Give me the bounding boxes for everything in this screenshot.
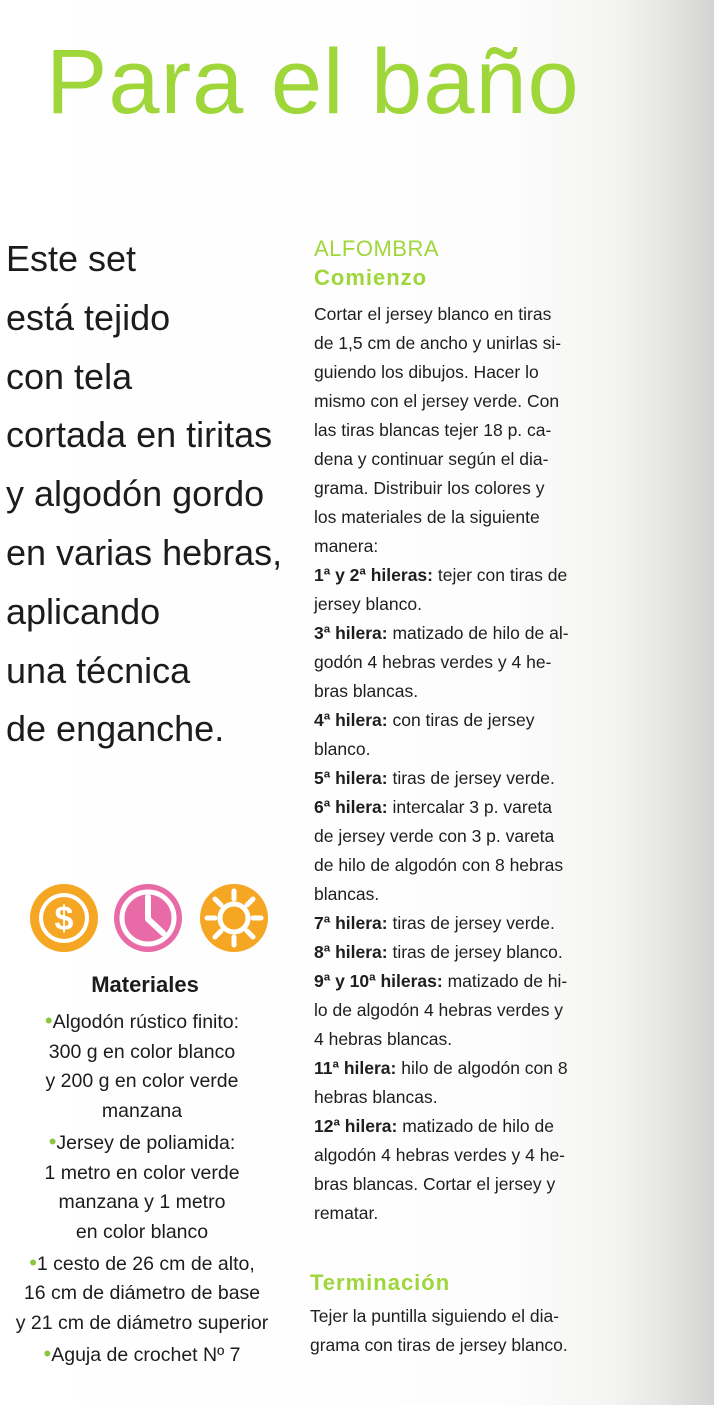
- materials-title: Materiales: [91, 972, 199, 997]
- instruction-line: [314, 329, 580, 358]
- instruction-line: [314, 1141, 580, 1170]
- instruction-text: blancas.: [314, 884, 380, 904]
- section-subtitle-comienzo: Comienzo: [314, 265, 428, 290]
- instruction-text: los materiales de la siguiente: [314, 507, 540, 527]
- materials-list: [0, 1006, 284, 1370]
- instruction-text: bras blancas.: [314, 681, 419, 701]
- icon-row: [29, 883, 269, 953]
- clock-icon: [113, 883, 183, 953]
- material-line: [0, 1218, 284, 1248]
- row-label: 8ª hilera:: [314, 942, 388, 962]
- bullet-icon: •: [43, 1340, 52, 1366]
- instruction-text: hilo de algodón con 8: [396, 1058, 568, 1078]
- instruction-line: [314, 793, 580, 822]
- instruction-line: [314, 561, 580, 590]
- instruction-line: [314, 300, 580, 329]
- instruction-line: [314, 706, 580, 735]
- instruction-line: [314, 764, 580, 793]
- instruction-line: [314, 619, 580, 648]
- material-line: [0, 1006, 284, 1038]
- row-label: 1ª y 2ª hileras:: [314, 565, 433, 585]
- instruction-line: [314, 909, 580, 938]
- instruction-line: [314, 735, 580, 764]
- material-text: 300 g en color blanco: [48, 1040, 236, 1063]
- instruction-line: [314, 532, 580, 561]
- row-label: 11ª hilera:: [314, 1058, 397, 1078]
- material-line: [0, 1248, 284, 1280]
- bullet-icon: •: [29, 1249, 37, 1275]
- instruction-text: Cortar el jersey blanco en tiras: [314, 304, 552, 324]
- instruction-text: tiras de jersey verde.: [387, 768, 555, 788]
- instruction-text: las tiras blancas tejer 18 p. ca-: [314, 420, 552, 440]
- intro-line: está tejido: [6, 296, 171, 338]
- intro-line: de enganche.: [6, 708, 225, 750]
- instruction-text: godón 4 hebras verdes y 4 he-: [314, 652, 552, 672]
- row-label: 5ª hilera:: [314, 768, 388, 788]
- intro-line: aplicando: [6, 590, 161, 632]
- material-line: [0, 1127, 284, 1159]
- bullet-icon: •: [44, 1008, 53, 1033]
- instruction-text: tiras de jersey blanco.: [387, 942, 563, 962]
- instruction-line: [314, 1199, 580, 1228]
- instruction-text: algodón 4 hebras verdes y 4 he-: [314, 1145, 565, 1165]
- instruction-text: manera:: [314, 536, 379, 556]
- intro-line: cortada en tiritas: [6, 414, 273, 456]
- instruction-text: blanco.: [314, 739, 371, 759]
- instruction-line: [314, 503, 580, 532]
- instruction-line: [314, 358, 580, 387]
- instruction-text: de jersey verde con 3 p. vareta: [314, 826, 555, 846]
- instruction-line: [314, 1083, 580, 1112]
- material-line: [0, 1309, 284, 1339]
- instruction-text: jersey blanco.: [314, 594, 422, 614]
- instruction-text: 4 hebras blancas.: [314, 1029, 453, 1049]
- instruction-line: [314, 590, 580, 619]
- intro-text: [6, 230, 296, 759]
- page-title: Para el baño: [46, 31, 580, 133]
- material-text: y 200 g en color verde: [45, 1070, 239, 1093]
- terminacion-line: grama con tiras de jersey blanco.: [310, 1335, 568, 1355]
- instruction-line: [314, 1054, 580, 1083]
- sun-icon: [199, 883, 269, 953]
- instruction-line: [314, 1025, 580, 1054]
- instruction-text: matizado de hilo de al-: [387, 623, 569, 643]
- instruction-text: rematar.: [314, 1203, 379, 1223]
- material-text: 16 cm de diámetro de base: [23, 1282, 261, 1305]
- section-label-alfombra: ALFOMBRA: [314, 236, 440, 261]
- material-text: manzana: [101, 1100, 183, 1123]
- instruction-text: matizado de hi-: [442, 971, 568, 991]
- instruction-line: [314, 387, 580, 416]
- instruction-line: [314, 938, 580, 967]
- dollar-glyph: $: [54, 900, 74, 938]
- row-label: 7ª hilera:: [314, 913, 388, 933]
- row-label: 3ª hilera:: [314, 623, 388, 643]
- intro-line: con tela: [6, 355, 133, 397]
- instruction-line: [314, 1170, 580, 1199]
- instruction-line: [314, 822, 580, 851]
- material-text: 1 cesto de 26 cm de alto,: [36, 1252, 255, 1275]
- bullet-icon: •: [48, 1128, 57, 1154]
- instruction-line: [314, 967, 580, 996]
- instruction-text: tiras de jersey verde.: [387, 913, 555, 933]
- intro-line: una técnica: [6, 649, 191, 691]
- intro-line: y algodón gordo: [6, 473, 265, 515]
- instruction-line: [314, 474, 580, 503]
- dollar-icon: [29, 883, 99, 953]
- instruction-line: [314, 677, 580, 706]
- instruction-text: de 1,5 cm de ancho y unirlas si-: [314, 333, 562, 353]
- instruction-text: guiendo los dibujos. Hacer lo: [314, 362, 539, 382]
- material-text: Jersey de poliamida:: [56, 1131, 236, 1154]
- instruction-text: de hilo de algodón con 8 hebras: [314, 855, 564, 875]
- material-text: 1 metro en color verde: [44, 1161, 240, 1184]
- row-label: 9ª y 10ª hileras:: [314, 971, 443, 991]
- material-line: [0, 1188, 284, 1218]
- material-text: Aguja de crochet Nº 7: [51, 1343, 241, 1366]
- instructions-body: [314, 300, 580, 1228]
- instruction-line: [314, 880, 580, 909]
- material-line: [0, 1038, 284, 1068]
- material-line: [0, 1339, 284, 1371]
- instruction-text: mismo con el jersey verde. Con: [314, 391, 560, 411]
- intro-line: en varias hebras,: [6, 531, 283, 573]
- section-subtitle-terminacion: Terminación: [310, 1270, 451, 1295]
- row-label: 6ª hilera:: [314, 797, 388, 817]
- material-line: [0, 1067, 284, 1097]
- instruction-text: matizado de hilo de: [397, 1116, 554, 1136]
- instruction-line: [314, 648, 580, 677]
- material-line: [0, 1097, 284, 1127]
- material-line: [0, 1159, 284, 1189]
- terminacion-line: Tejer la puntilla siguiendo el dia-: [310, 1306, 560, 1326]
- instruction-line: [314, 996, 580, 1025]
- material-text: y 21 cm de diámetro superior: [15, 1312, 269, 1335]
- material-line: [0, 1279, 284, 1309]
- instruction-text: tejer con tiras de: [433, 565, 568, 585]
- instruction-text: con tiras de jersey: [387, 710, 535, 730]
- material-text: manzana y 1 metro: [58, 1191, 226, 1214]
- row-label: 4ª hilera:: [314, 710, 388, 730]
- instruction-line: [314, 445, 580, 474]
- instruction-line: [314, 1112, 580, 1141]
- instruction-text: hebras blancas.: [314, 1087, 438, 1107]
- row-label: 12ª hilera:: [314, 1116, 398, 1136]
- instruction-line: [314, 851, 580, 880]
- instruction-line: [314, 416, 580, 445]
- instruction-text: bras blancas. Cortar el jersey y: [314, 1174, 556, 1194]
- instruction-text: lo de algodón 4 hebras verdes y: [314, 1000, 564, 1020]
- material-text: Algodón rústico finito:: [52, 1011, 240, 1033]
- material-text: en color blanco: [75, 1220, 209, 1243]
- instruction-text: dena y continuar según el dia-: [314, 449, 549, 469]
- intro-line: Este set: [6, 238, 137, 279]
- terminacion-body: [310, 1302, 585, 1360]
- instruction-text: intercalar 3 p. vareta: [387, 797, 552, 817]
- instruction-text: grama. Distribuir los colores y: [314, 478, 545, 498]
